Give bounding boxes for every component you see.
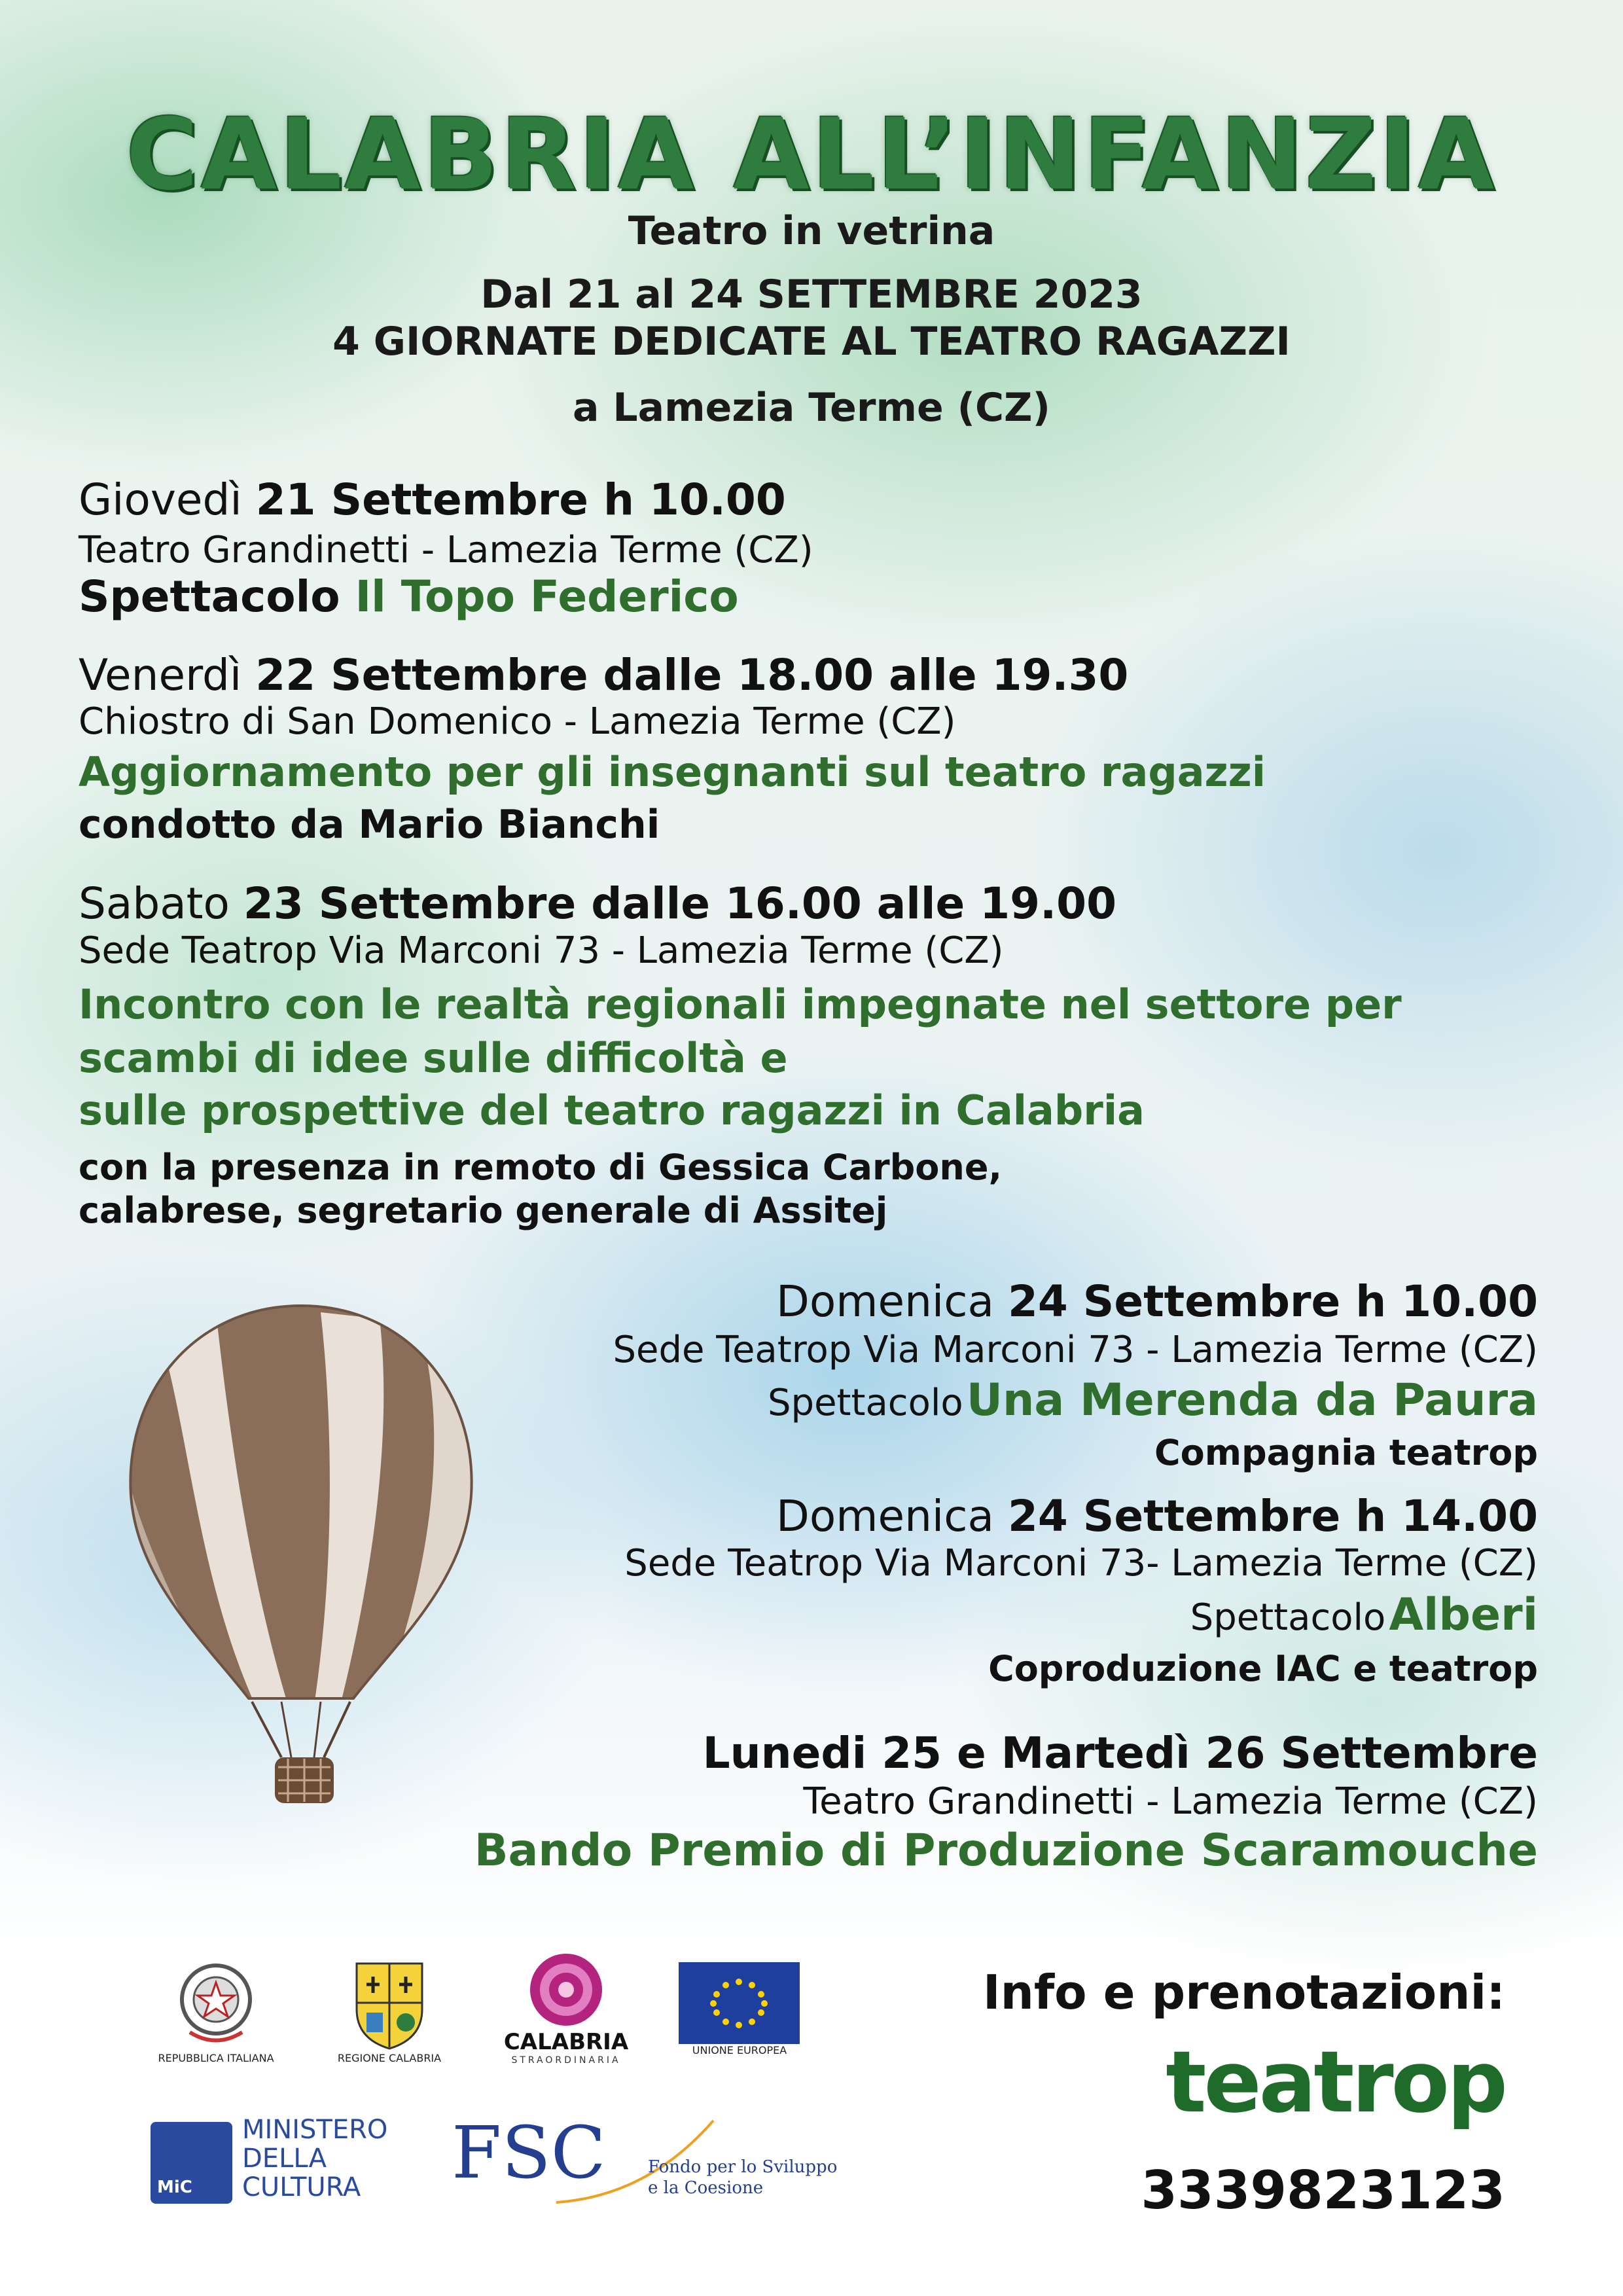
regione-caption: REGIONE CALABRIA (337, 2052, 442, 2064)
event-2-note: condotto da Mario Bianchi (79, 802, 660, 848)
event-1-title-line (79, 571, 739, 622)
event-3-place: Sede Teatrop Via Marconi 73 - Lamezia Terme (CZ) (79, 929, 1004, 972)
event-2-place: Chiostro di San Domenico - Lamezia Terme (CZ) (79, 700, 956, 743)
days-line: 4 GIORNATE DEDICATE AL TEATRO RAGAZZI (332, 319, 1291, 365)
event-4-place: Sede Teatrop Via Marconi 73 - Lamezia Terme (CZ) (613, 1329, 1538, 1371)
event-5-title: Alberi (1389, 1589, 1538, 1641)
event-5-when: 24 Settembre h 14.00 (1007, 1491, 1538, 1541)
event-5-date (776, 1491, 1538, 1541)
event-1-day: Giovedì (79, 475, 242, 525)
event-3-date (79, 878, 1116, 929)
regione-shield-icon (347, 1957, 432, 2052)
fsc-mark: FSC (452, 2111, 606, 2195)
event-5-place: Sede Teatrop Via Marconi 73- Lamezia Terme (CZ) (624, 1542, 1538, 1585)
fsc-text-line-2: e la Coesione (648, 2178, 764, 2198)
mic-label: MiC (157, 2178, 192, 2197)
event-2-when: 22 Settembre dalle 18.00 alle 19.30 (255, 650, 1129, 700)
event-4-date (776, 1276, 1538, 1327)
event-1-prefix: Spettacolo (79, 571, 340, 622)
event-3-day: Sabato (79, 878, 230, 929)
event-3-note-line-2: calabrese, segretario generale di Assitej (79, 1190, 888, 1231)
location-line: a Lamezia Terme (CZ) (573, 385, 1050, 431)
unione-europea-logo (664, 1962, 815, 2056)
event-3-title-line-1: Incontro con le realtà regionali impegnate nel settore per (79, 980, 1402, 1028)
event-5-day: Domenica (776, 1491, 994, 1541)
ministero-line-2: DELLA (242, 2144, 327, 2174)
event-3-title-line-3: sulle prospettive del teatro ragazzi in Calabria (79, 1086, 1145, 1134)
calabria-flower-icon (527, 1950, 605, 2029)
repubblica-caption: REPUBBLICA ITALIANA (158, 2052, 274, 2064)
event-2-title: Aggiornamento per gli insegnanti sul teatro ragazzi (79, 748, 1266, 796)
fsc-text (648, 2157, 837, 2198)
hot-air-balloon-illustration (118, 1299, 484, 1810)
event-3-when: 23 Settembre dalle 16.00 alle 19.00 (243, 878, 1117, 929)
ministero-text (242, 2115, 387, 2202)
event-6-title: Bando Premio di Produzione Scaramouche (474, 1825, 1538, 1876)
event-5-prefix: Spettacolo (1190, 1596, 1386, 1639)
ministero-line-1: MINISTERO (242, 2115, 388, 2145)
event-5-title-line (1190, 1589, 1538, 1641)
poster-title: CALABRIA ALL’INFANZIA (126, 98, 1497, 212)
event-4-prefix: Spettacolo (768, 1382, 963, 1424)
event-3-title-line-2: scambi di idee sulle difficoltà e (79, 1034, 788, 1082)
event-6-place: Teatro Grandinetti - Lamezia Terme (CZ) (803, 1780, 1538, 1823)
poster-subtitle: Teatro in vetrina (628, 208, 995, 254)
event-1-date (79, 475, 786, 525)
event-6-date: Lunedi 25 e Martedì 26 Settembre (702, 1728, 1538, 1778)
event-2-date (79, 650, 1128, 700)
event-4-day: Domenica (776, 1276, 994, 1327)
event-4-note: Compagnia teatrop (1154, 1432, 1538, 1473)
teatrop-brand: teatrop (1166, 2032, 1505, 2132)
calabria-straordinaria-logo (491, 1950, 641, 2066)
regione-calabria-logo (314, 1957, 465, 2064)
event-1-title: Il Topo Federico (355, 571, 739, 622)
event-4-when: 24 Settembre h 10.00 (1007, 1276, 1538, 1327)
ue-caption: UNIONE EUROPEA (692, 2044, 787, 2056)
event-4-title: Una Merenda da Paura (966, 1374, 1538, 1426)
calabria-sub: STRAORDINARIA (511, 2055, 621, 2066)
repubblica-emblem-icon (173, 1954, 259, 2052)
event-3-note-line-1: con la presenza in remoto di Gessica Carbone, (79, 1147, 1002, 1188)
calabria-word: CALABRIA (503, 2029, 629, 2055)
event-4-title-line (768, 1374, 1538, 1426)
repubblica-italiana-logo (141, 1954, 291, 2064)
dates-line: Dal 21 al 24 SETTEMBRE 2023 (480, 272, 1143, 317)
info-label: Info e prenotazioni: (982, 1965, 1505, 2020)
event-1-place: Teatro Grandinetti - Lamezia Terme (CZ) (79, 529, 813, 571)
eu-flag-icon (679, 1962, 800, 2044)
ministero-line-3: CULTURA (242, 2172, 361, 2202)
ministero-cultura-logo (151, 2115, 425, 2207)
event-1-when: 21 Settembre h 10.00 (255, 475, 786, 525)
info-phone[interactable]: 3339823123 (1141, 2160, 1505, 2221)
event-2-day: Venerdì (79, 650, 242, 700)
event-5-note: Coproduzione IAC e teatrop (988, 1648, 1538, 1689)
fsc-text-line-1: Fondo per lo Sviluppo (648, 2157, 838, 2177)
fsc-logo (452, 2111, 870, 2215)
